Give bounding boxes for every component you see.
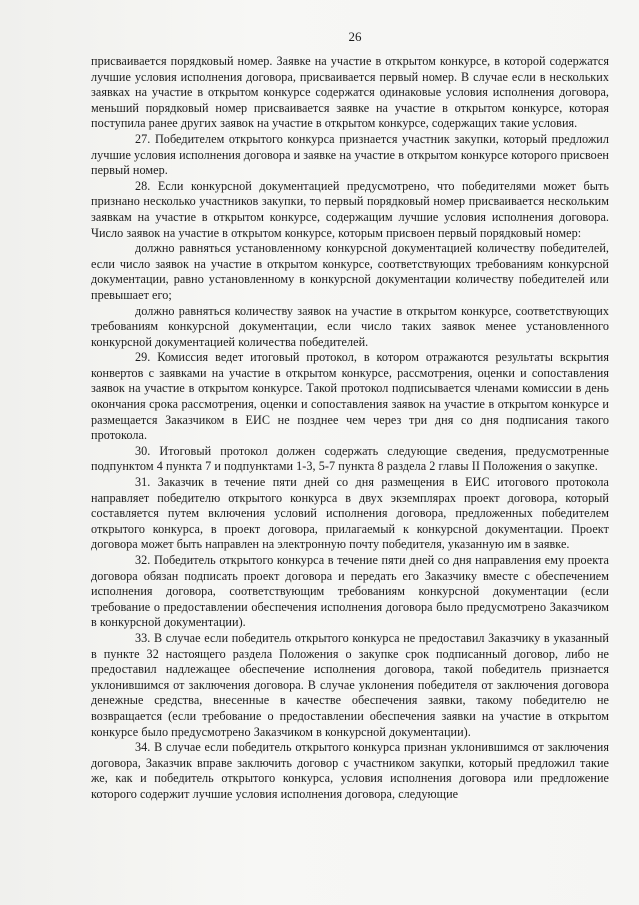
paragraph-31: 31. Заказчик в течение пяти дней со дня размещения в ЕИС итогового протокола направляет победителю открытого конкурса в двух экземплярах проект договора, который составляется путем включения условий исполнения договора, предложенных победителем открытого конкурса, в проект договора, прилагаемый к конкурсной документации. Проект договора может быть направлен на электронную почту победителя, указанную им в заявке. [91,475,609,552]
paragraph-27: 27. Победителем открытого конкурса признается участник закупки, который предложил лучшие условия исполнения договора и заявке на участие в открытом конкурсе которого присвоен первый номер. [91,131,609,178]
paragraph-continuation: присваивается порядковый номер. Заявке на участие в открытом конкурсе, в которой содержатся лучшие условия исполнения договора, присваивается первый номер. В случае если в нескольких заявках на участие в открытом конкурсе содержатся одинаковые условия исполнения договора, меньший порядковый номер присваивается заявке на участие в открытом конкурсе, которая поступила ранее других заявок на участие в открытом конкурсе, содержащих такие условия. [91,54,609,131]
paragraph-28: 28. Если конкурсной документацией предусмотрено, что победителями может быть признано несколько участников закупки, то первый порядковый номер присваивается нескольким заявкам на участие в открытом конкурсе, содержащим лучшие условия исполнения договора. Число заявок на участие в открытом конкурсе, которым присвоен первый порядковый номер: [91,178,609,240]
paragraph-33: 33. В случае если победитель открытого конкурса не предоставил Заказчику в указанный в пункте 32 настоящего раздела Положения о закупке срок подписанный договор, либо не предоставил надлежащее обеспечение исполнения договора, такой победитель признается уклонившимся от заключения договора. В случае уклонения победителя от заключения договора денежные средства, внесенные в качестве обеспечения заявки, такому победителю не возвращается (если требование о предоставлении обеспечения заявки на участие в открытом конкурсе было предусмотрено Заказчиком в конкурсной документации). [91,630,609,739]
paragraph-32: 32. Победитель открытого конкурса в течение пяти дней со дня направления ему проекта договора обязан подписать проект договора и передать его Заказчику вместе с обеспечением исполнения договора, соответствующим требованиям конкурсной документации (если требование о предоставлении обеспечения исполнения договора было предусмотрено Заказчиком в конкурсной документации). [91,553,609,630]
paragraph-28-item-1: должно равняться установленному конкурсной документацией количеству победителей, если число заявок на участие в открытом конкурсе, соответствующих требованиям конкурсной документации, равно установленному в конкурсной документации количеству победителей или превышает его; [91,241,609,302]
paragraph-29: 29. Комиссия ведет итоговый протокол, в котором отражаются результаты вскрытия конвертов с заявками на участие в открытом конкурсе, рассмотрения, оценки и сопоставления заявок на участие в открытом конкурсе. Такой протокол подписывается членами комиссии в день окончания срока рассмотрения, оценки и сопоставления заявок на участие в открытом конкурсе и размещается Заказчиком в ЕИС не позднее чем через три дня со дня подписания такого протокола. [91,350,609,443]
document-body [91,54,609,803]
paragraph-30: 30. Итоговый протокол должен содержать следующие сведения, предусмотренные подпунктом 4 пункта 7 и подпунктами 1-3, 5-7 пункта 8 раздела 2 главы II Положения о закупке. [91,443,609,474]
paragraph-28-item-2: должно равняться количеству заявок на участие в открытом конкурсе, соответствующих требованиям конкурсной документации, если число таких заявок менее установленного конкурсной документацией количества победителей. [91,303,609,349]
paragraph-34: 34. В случае если победитель открытого конкурса признан уклонившимся от заключения договора, Заказчик вправе заключить договор с участником закупки, который предложил такие же, как и победитель открытого конкурса, условия исполнения договора или предложение которого содержит лучшие условия исполнения договора, следующие [91,740,609,801]
page-number: 26 [348,29,362,44]
